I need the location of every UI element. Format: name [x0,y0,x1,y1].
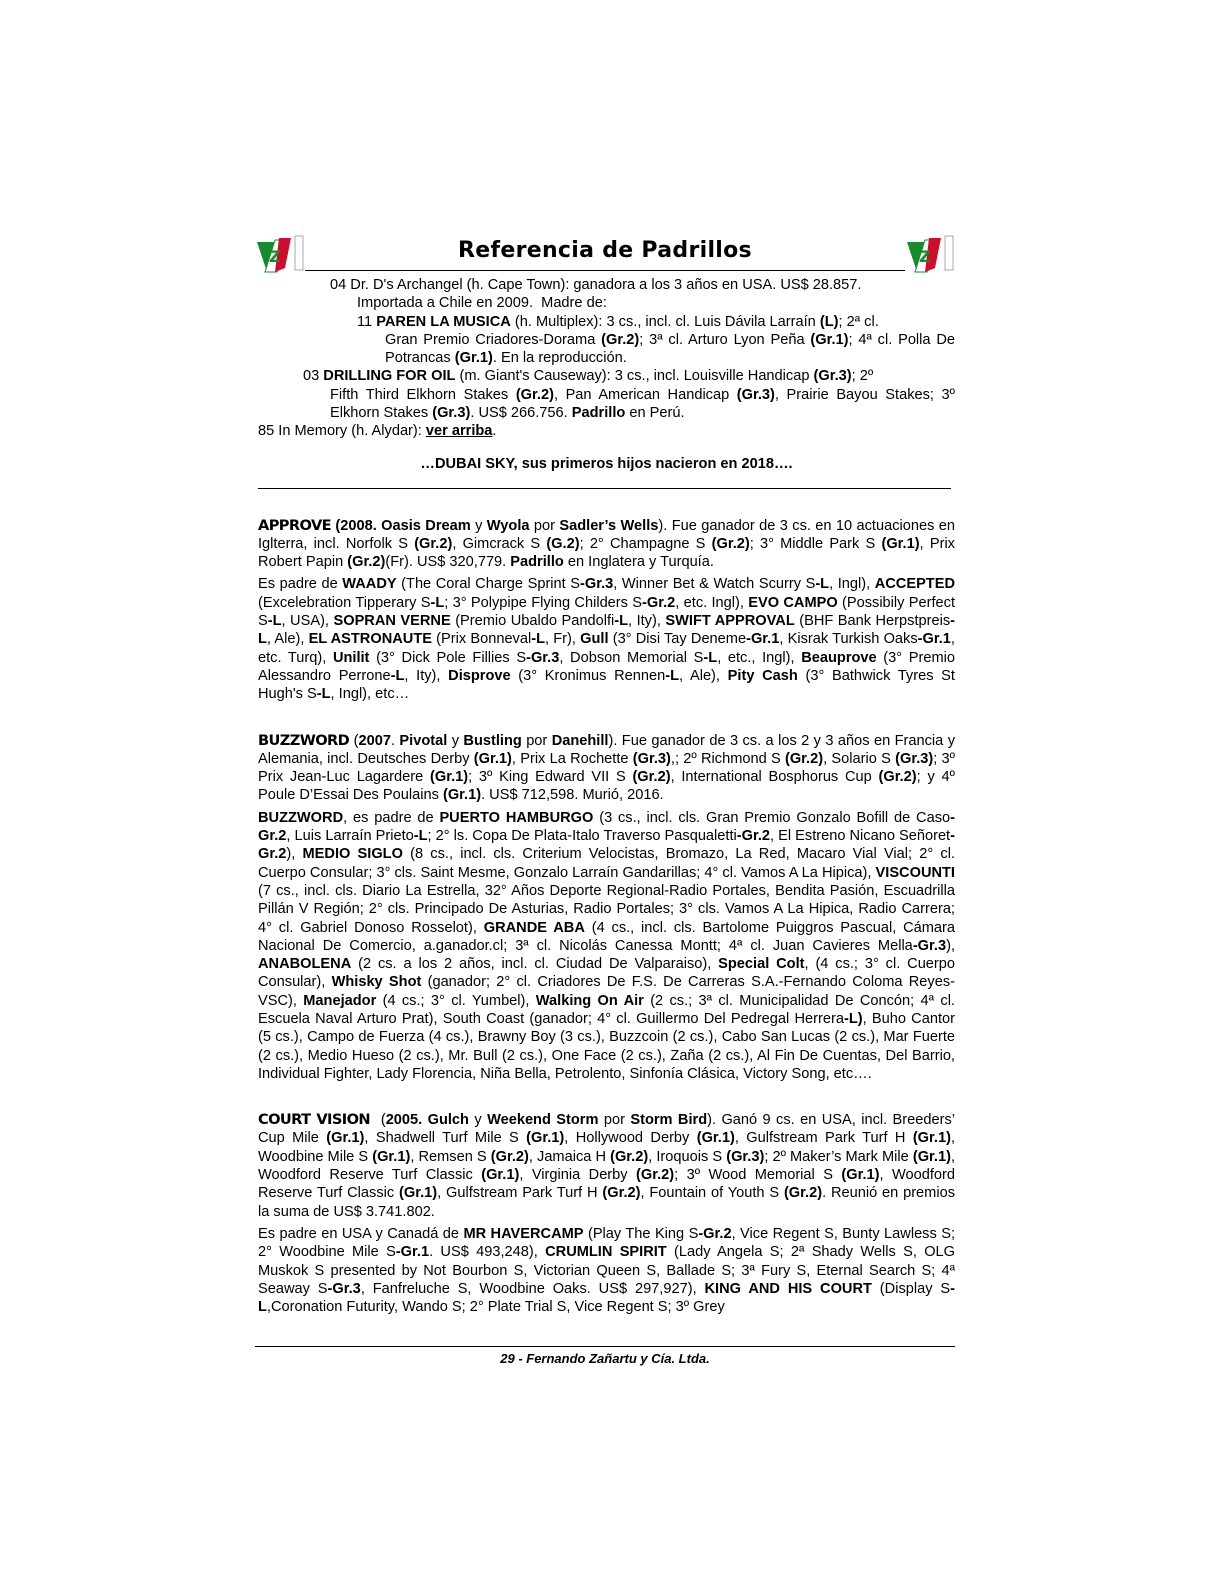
approve-summary: APPROVE (2008. Oasis Dream y Wyola por Sadler’s Wells). Fue ganador de 3 cs. en 10 actuaciones en Iglterra, incl. Norfolk S (Gr.2), Gimcrack S (G.2); 2° Champagne S (Gr.2); 3° Middle Park S (Gr.1), Prix Robert Papin (Gr.2)(Fr). US$ 320,779. Padrillo en Inglatera y Turquía. [258,516,956,571]
dubai-sky-note: …DUBAI SKY, sus primeros hijos nacieron en 2018…. [420,455,793,472]
approve-name: APPROVE [258,516,332,534]
pedigree-line: 03 DRILLING FOR OIL (m. Giant's Causeway): 3 cs., incl. Louisville Handicap (Gr.3); 2º Fifth Third Elkhorn Stakes (Gr.2), Pan American Handicap (Gr.3), Prairie Bayou Stakes; 3º Elkhorn Stakes (Gr.3). US$ 266.756. Padrillo en Perú. [303,368,955,422]
pedigree-line: 04 Dr. D's Archangel (h. Cape Town): ganadora a los 3 años en USA. US$ 28.857. Importada a Chile en 2009. Madre de: [330,277,862,312]
buzzword-progeny: BUZZWORD, es padre de PUERTO HAMBURGO (3 cs., incl. cls. Gran Premio Gonzalo Bofill de Caso-Gr.2, Luis Larraín Prieto-L; 2° ls. Copa De Plata-Italo Traverso Pasqualetti-Gr.2, El Estreno Nicano Señoret-Gr.2), MEDIO SIGLO (8 cs., incl. cls. Criterium Velocistas, Bromazo, La Red, Macaro Vial Vial; 2° cl. Cuerpo Consular; 3° cls. Saint Mesme, Gonzalo Larraín Gandarillas; 4° cl. Vamos A La Hipica), VISCOUNTI (7 cs., incl. cls. Diario La Estrella, 32° Años Deporte Regional-Radio Portales, Bendita Pasión, Escuadrilla Pillán V Región; 2° cls. Principado De Asturias, Radio Portales; 3° cls. Vamos A La Hipica, Radio Carrera; 4° cl. Gabriel Donoso Rosselot), GRANDE ABA (4 cs., incl. cls. Bartolome Puiggros Pascual, Cámara Nacional De Comercio, a.ganador.cl; 3ª cl. Nicolás Canessa Montt; 4ª cl. Juan Cavieres Mella-Gr.3), ANABOLENA (2 cs. a los 2 años, incl. cl. Ciudad De Valparaiso), Special Colt, (4 cs.; 3° cl. Cuerpo Consular), Whisky Shot (ganador; 2° cl. Criadores De F.S. De Carreras S.A.-Fernando Coloma Reyes-VSC), Manejador (4 cs.; 3° cl. Yumbel), Walking On Air (2 cs.; 3ª cl. Municipalidad De Concón; 4ª cl. Escuela Naval Arturo Prat), South Coast (ganador; 4° cl. Guillermo Del Pedregal Herrera-L), Buho Cantor (5 cs.), Campo de Fuerza (4 cs.), Brawny Boy (3 cs.), Buzzcoin (2 cs.), Cabo San Lucas (2 cs.), Mar Fuerte (2 cs.), Medio Hueso (2 cs.), Mr. Bull (2 cs.), One Face (2 cs.), Zaña (2 cs.), Al Fin De Cuentas, Del Barrio, Individual Fighter, Lady Florencia, Niña Bella, Petrolento, Sinfonía Clásica, Victory Song, etc…. [258,809,956,1082]
approve-progeny: Es padre de WAADY (The Coral Charge Sprint S-Gr.3, Winner Bet & Watch Scurry S-L, Ingl), ACCEPTED (Excelebration Tipperary S-L; 3° Polypipe Flying Childers S-Gr.2, etc. Ingl), EVO CAMPO (Possibily Perfect S-L, USA), SOPRAN VERNE (Premio Ubaldo Pandolfi-L, Ity), SWIFT APPROVAL (BHF Bank Herpstpreis-L, Ale), EL ASTRONAUTE (Prix Bonneval-L, Fr), Gull (3° Disi Tay Deneme-Gr.1, Kisrak Turkish Oaks-Gr.1, etc. Turq), Unilit (3° Dick Pole Fillies S-Gr.3, Dobson Memorial S-L, etc., Ingl), Beauprove (3° Premio Alessandro Perrone-L, Ity), Disprove (3° Kronimus Rennen-L, Ale), Pity Cash (3° Bathwick Tyres St Hugh's S-L, Ingl), etc… [258,576,956,703]
page-content [258,276,955,1316]
logo-icon [905,232,955,276]
buzzword-name: BUZZWORD [258,731,350,749]
pedigree-line: 11 PAREN LA MUSICA (h. Multiplex): 3 cs., incl. cl. Luis Dávila Larraín (L); 2ª cl. Gran Premio Criadores-Dorama (Gr.2); 3ª cl. Arturo Lyon Peña (Gr.1); 4ª cl. Polla De Potrancas (Gr.1). En la reproducción. [357,313,955,367]
page-header [255,232,955,277]
court-vision-summary: COURT VISION (2005. Gulch y Weekend Storm por Storm Bird). Ganó 9 cs. en USA, incl. Breeders’ Cup Mile (Gr.1), Shadwell Turf Mile S (Gr.1), Hollywood Derby (Gr.1), Gulfstream Park Turf H (Gr.1), Woodbine Mile S (Gr.1), Remsen S (Gr.2), Jamaica H (Gr.2), Iroquois S (Gr.3); 2º Maker’s Mark Mile (Gr.1), Woodford Reserve Turf Classic (Gr.1), Virginia Derby (Gr.2); 3º Wood Memorial S (Gr.1), Woodford Reserve Turf Classic (Gr.1), Gulfstream Park Turf H (Gr.2), Fountain of Youth S (Gr.2). Reunió en premios la suma de US$ 3.741.802. [258,1111,956,1220]
svg-text:Z: Z [269,247,281,266]
page-title: Referencia de Padrillos [458,238,752,263]
court-vision-name: COURT VISION [258,1111,371,1129]
pedigree-line: 85 In Memory (h. Alydar): ver arriba. [258,423,497,440]
header-rule [305,270,905,271]
buzzword-summary: BUZZWORD (2007. Pivotal y Bustling por Danehill). Fue ganador de 3 cs. a los 2 y 3 años en Francia y Alemania, incl. Deutsches Derby (Gr.1), Prix La Rochette (Gr.3),; 2º Richmond S (Gr.2), Solario S (Gr.3); 3º Prix Jean-Luc Lagardere (Gr.1); 3º King Edward VII S (Gr.2), International Bosphorus Cup (Gr.2); y 4º Poule D’Essai Des Poulains (Gr.1). US$ 712,598. Murió, 2016. [258,731,955,804]
footer-rule [255,1346,955,1347]
court-vision-progeny: Es padre en USA y Canadá de MR HAVERCAMP (Play The King S-Gr.2, Vice Regent S, Bunty Lawless S; 2° Woodbine Mile S-Gr.1. US$ 493,248), CRUMLIN SPIRIT (Lady Angela S; 2ª Shady Wells S, OLG Muskok S presented by Not Bourbon S, Victorian Queen S, Ballade S; 3ª Fury S, Eternal Search S; 4ª Seaway S-Gr.3, Fanfreluche S, Woodbine Oaks. US$ 297,927), KING AND HIS COURT (Display S-L,Coronation Futurity, Wando S; 2° Plate Trial S, Vice Regent S; 3º Grey [258,1225,956,1316]
svg-text:Z: Z [919,247,931,266]
page-footer: 29 - Fernando Zañartu y Cía. Ltda. [500,1351,710,1366]
